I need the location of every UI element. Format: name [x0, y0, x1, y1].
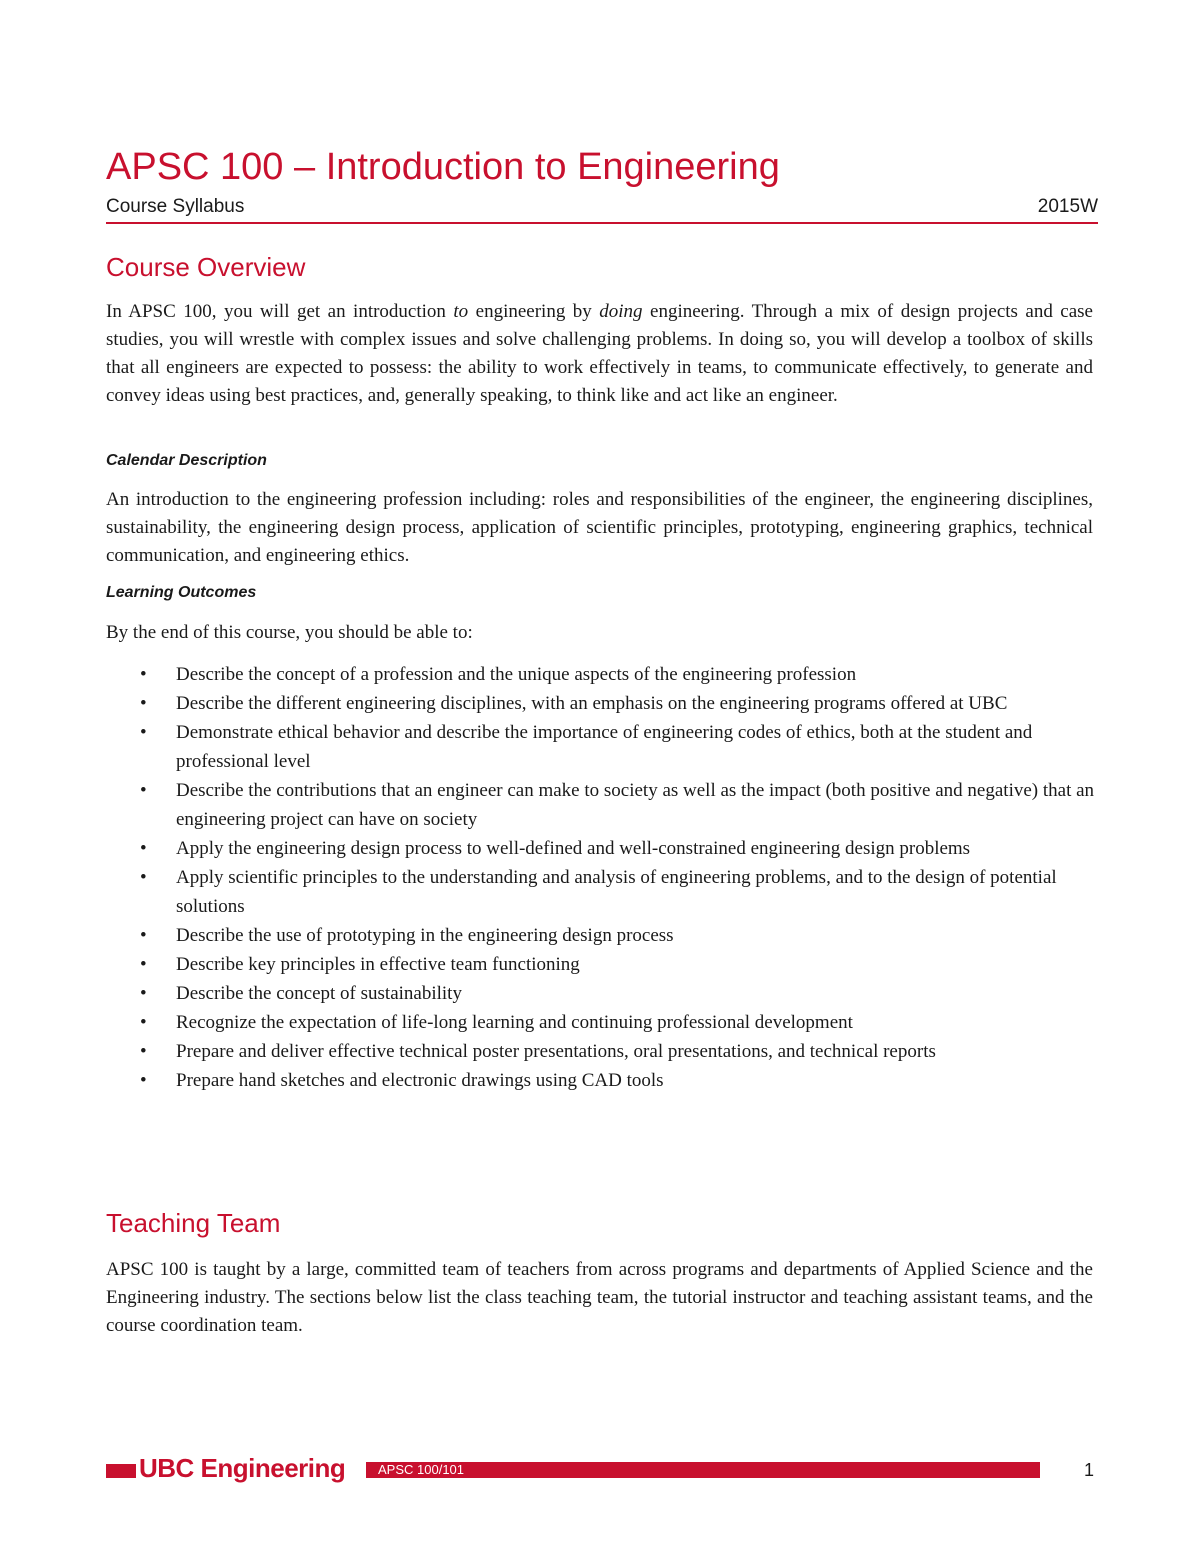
list-item: • Apply the engineering design process to well-defined and well-constrained engineering design problems: [106, 834, 1096, 863]
list-item: • Prepare and deliver effective technical poster presentations, oral presentations, and technical reports: [106, 1037, 1096, 1066]
list-item: • Describe the concept of sustainability: [106, 979, 1096, 1008]
footer-bar: [366, 1462, 1040, 1478]
learning-outcomes-heading: Learning Outcomes: [106, 584, 257, 601]
list-item: • Describe the different engineering disciplines, with an emphasis on the engineering programs offered at UBC: [106, 689, 1096, 718]
course-overview-paragraph: In APSC 100, you will get an introduction to engineering by doing engineering. Through a mix of design projects and case studies, you will wrestle with complex issues and solve challenging problems. In doing so, you will develop a toolbox of skills that all engineers are expected to possess: the ability to work effectively in teams, to communicate effectively, to generate and convey ideas using best practices, and, generally speaking, to think like and act like an engineer.: [106, 301, 1093, 406]
document-subtitle: Course Syllabus: [106, 196, 245, 217]
list-item: • Describe the use of prototyping in the engineering design process: [106, 921, 1096, 950]
list-item: • Apply scientific principles to the understanding and analysis of engineering problems, and to the design of potential solutions: [106, 863, 1096, 921]
teaching-team-text: APSC 100 is taught by a large, committed team of teachers from across programs and departments of Applied Science and the Engineering industry. The sections below list the class teaching team, the tutorial instructor and teaching assistant teams, and the course coordination team.: [106, 1259, 1093, 1336]
learning-outcomes-intro: By the end of this course, you should be able to:: [106, 622, 473, 643]
teaching-team-heading: Teaching Team: [106, 1208, 281, 1238]
list-item: • Describe the concept of a profession and the unique aspects of the engineering profession: [106, 660, 1096, 689]
list-item: • Prepare hand sketches and electronic drawings using CAD tools: [106, 1066, 1096, 1095]
subtitle-row: [106, 196, 1098, 218]
title-divider: [106, 222, 1098, 224]
document-title: APSC 100 – Introduction to Engineering: [106, 146, 780, 188]
document-term: 2015W: [1037, 196, 1098, 217]
ubc-engineering-logo: UBC Engineering: [139, 1453, 346, 1483]
calendar-description-text: An introduction to the engineering profession including: roles and responsibilities of the engineer, the engineering disciplines, sustainability, the engineering design process, application of scientific principles, prototyping, engineering graphics, technical communication, and engineering ethics.: [106, 489, 1093, 566]
page-number: 1: [1084, 1460, 1095, 1480]
list-item: • Demonstrate ethical behavior and describe the importance of engineering codes of ethics, both at the student and professional level: [106, 718, 1096, 776]
footer-accent-bar: [106, 1464, 136, 1478]
footer-course-code: APSC 100/101: [378, 1462, 465, 1477]
list-item: • Describe key principles in effective team functioning: [106, 950, 1096, 979]
course-overview-heading: Course Overview: [106, 252, 306, 282]
list-item: • Describe the contributions that an engineer can make to society as well as the impact (both positive and negative) that an engineering project can have on society: [106, 776, 1096, 834]
calendar-description-heading: Calendar Description: [106, 452, 267, 469]
learning-outcomes-list: [106, 660, 1096, 1095]
list-item: • Recognize the expectation of life-long learning and continuing professional development: [106, 1008, 1096, 1037]
